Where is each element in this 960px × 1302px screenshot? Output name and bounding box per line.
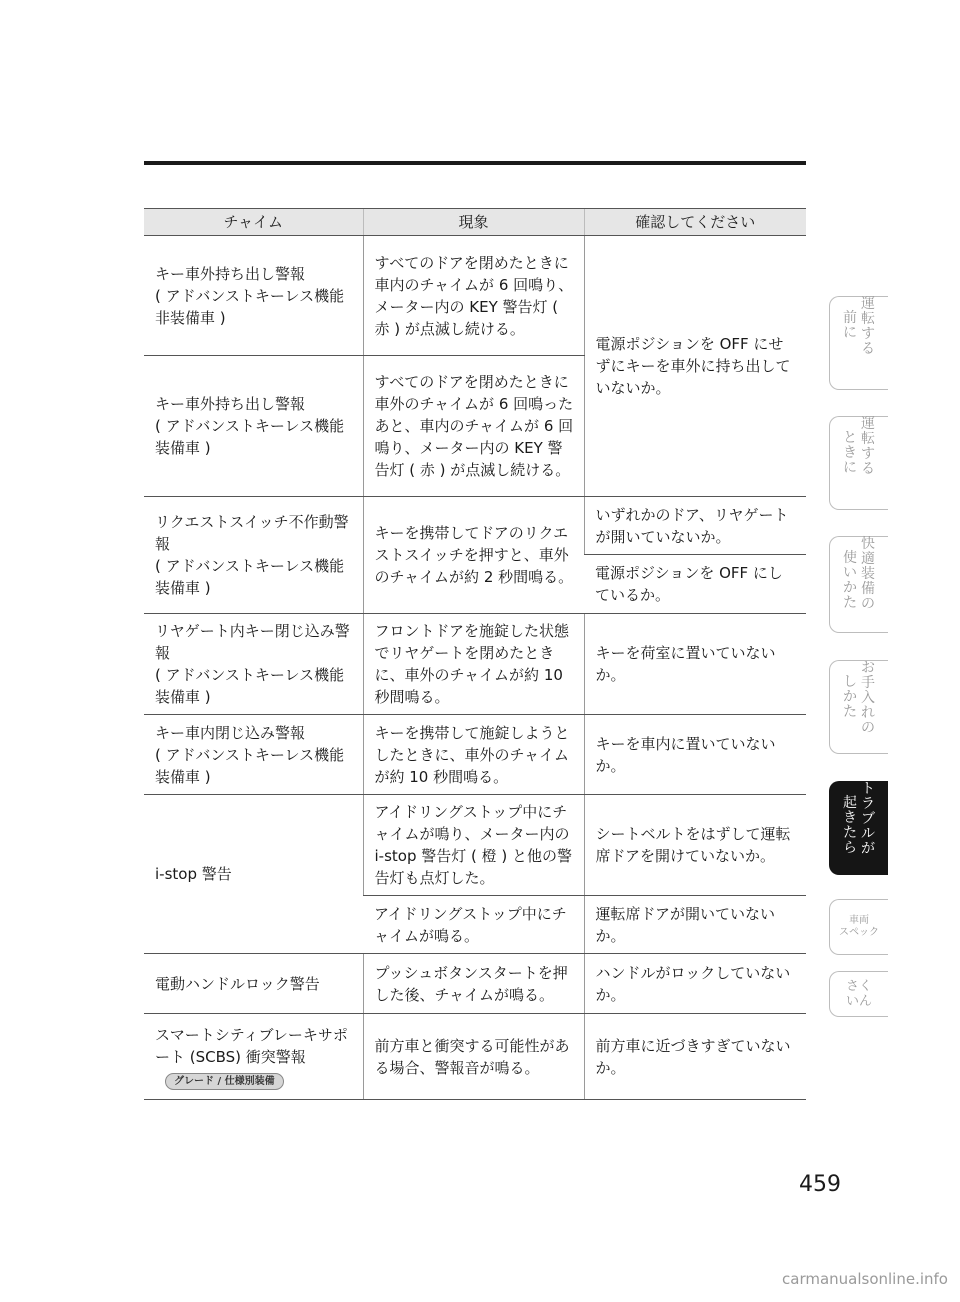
tab-while-driving[interactable] — [829, 416, 888, 510]
table-row — [144, 614, 806, 715]
check-cell: シートベルトをはずして運転席ドアを開けていないか。 — [584, 795, 806, 896]
chime-cell: i-stop 警告 — [144, 795, 363, 954]
table-row — [144, 497, 806, 555]
tab-label-right: ト ラ ブ ル が — [861, 781, 875, 857]
chime-text: スマートシティブレーキサポート (SCBS) 衝突警報 — [155, 1025, 348, 1066]
symptom-cell: すべてのドアを閉めたときに車内のチャイムが 6 回鳴り、メーター内の KEY 警告灯 ( 赤 ) が点滅し続ける。 — [363, 236, 584, 356]
tab-label-line2: スペック — [839, 927, 879, 938]
tab-label-left: 前 に — [843, 310, 857, 341]
tab-label-right: 快 適 装 備 の — [861, 536, 875, 612]
chime-cell — [144, 1014, 363, 1100]
top-rule — [144, 161, 806, 165]
tab-label-right: お 手 入 れ の — [861, 660, 875, 736]
tab-label-right: 運 転 す る — [861, 416, 875, 477]
page-number: 459 — [799, 1172, 841, 1197]
chime-cell: キー車内閉じ込み警報 ( アドバンストキーレス機能装備車 ) — [144, 715, 363, 795]
symptom-cell: フロントドアを施錠した状態でリヤゲートを閉めたときに、車外のチャイムが約 10 秒間鳴る。 — [363, 614, 584, 715]
chime-cell: リクエストスイッチ不作動警報 ( アドバンストキーレス機能装備車 ) — [144, 497, 363, 614]
tab-label-line1: 車両 — [849, 915, 869, 926]
chime-cell: リヤゲート内キー閉じ込み警報 ( アドバンストキーレス機能装備車 ) — [144, 614, 363, 715]
header-check: 確認してください — [584, 209, 806, 236]
tab-comfort-equipment[interactable] — [829, 536, 888, 633]
table-row — [144, 795, 806, 896]
grade-badge: グレード / 仕様別装備 — [165, 1073, 284, 1090]
tab-label-line1: さく — [845, 979, 872, 994]
tab-specifications[interactable] — [829, 899, 888, 955]
symptom-cell: キーを携帯してドアのリクエストスイッチを押すと、車外のチャイムが約 2 秒間鳴る。 — [363, 497, 584, 614]
check-cell: 前方車に近づきすぎていないか。 — [584, 1014, 806, 1100]
symptom-cell: プッシュボタンスタートを押した後、チャイムが鳴る。 — [363, 954, 584, 1014]
tab-before-driving[interactable] — [829, 296, 888, 390]
tab-index[interactable] — [829, 971, 888, 1017]
check-cell: いずれかのドア、リヤゲートが開いていないか。 — [584, 497, 806, 555]
symptom-cell: すべてのドアを閉めたときに車外のチャイムが 6 回鳴ったあと、車内のチャイムが 6 回鳴り、メーター内の KEY 警告灯 ( 赤 ) が点滅し続ける。 — [363, 356, 584, 497]
symptom-cell: アイドリングストップ中にチャイムが鳴り、メーター内の i-stop 警告灯 ( 橙 ) と他の警告灯も点灯した。 — [363, 795, 584, 896]
check-cell: キーを荷室に置いていないか。 — [584, 614, 806, 715]
symptom-cell: アイドリングストップ中にチャイムが鳴る。 — [363, 896, 584, 954]
header-chime: チャイム — [144, 209, 363, 236]
table-row — [144, 236, 806, 356]
tab-maintenance[interactable] — [829, 660, 888, 754]
tab-label-right: 運 転 す る — [861, 296, 875, 357]
watermark: carmanualsonline.info — [782, 1270, 948, 1288]
check-cell: 電源ポジションを OFF にしているか。 — [584, 555, 806, 614]
chime-warning-table — [144, 208, 806, 1100]
table-header-row — [144, 209, 806, 236]
table-row — [144, 954, 806, 1014]
header-symptom: 現象 — [363, 209, 584, 236]
check-cell: 運転席ドアが開いていないか。 — [584, 896, 806, 954]
table-row — [144, 715, 806, 795]
tab-trouble[interactable] — [829, 781, 888, 875]
chime-cell: キー車外持ち出し警報 ( アドバンストキーレス機能装備車 ) — [144, 356, 363, 497]
chime-cell: 電動ハンドルロック警告 — [144, 954, 363, 1014]
chime-cell: キー車外持ち出し警報 ( アドバンストキーレス機能非装備車 ) — [144, 236, 363, 356]
check-cell: 電源ポジションを OFF にせずにキーを車外に持ち出していないか。 — [584, 236, 806, 497]
check-cell: ハンドルがロックしていないか。 — [584, 954, 806, 1014]
table-row — [144, 1014, 806, 1100]
tab-label-left: と き に — [843, 430, 857, 476]
tab-label-line2: いん — [845, 994, 872, 1009]
check-cell: キーを車内に置いていないか。 — [584, 715, 806, 795]
tab-label-left: 起 き た ら — [843, 795, 857, 856]
tab-label-left: 使 い か た — [843, 550, 857, 611]
symptom-cell: 前方車と衝突する可能性がある場合、警報音が鳴る。 — [363, 1014, 584, 1100]
tab-label-left: し か た — [843, 674, 857, 720]
symptom-cell: キーを携帯して施錠しようとしたときに、車外のチャイムが約 10 秒間鳴る。 — [363, 715, 584, 795]
